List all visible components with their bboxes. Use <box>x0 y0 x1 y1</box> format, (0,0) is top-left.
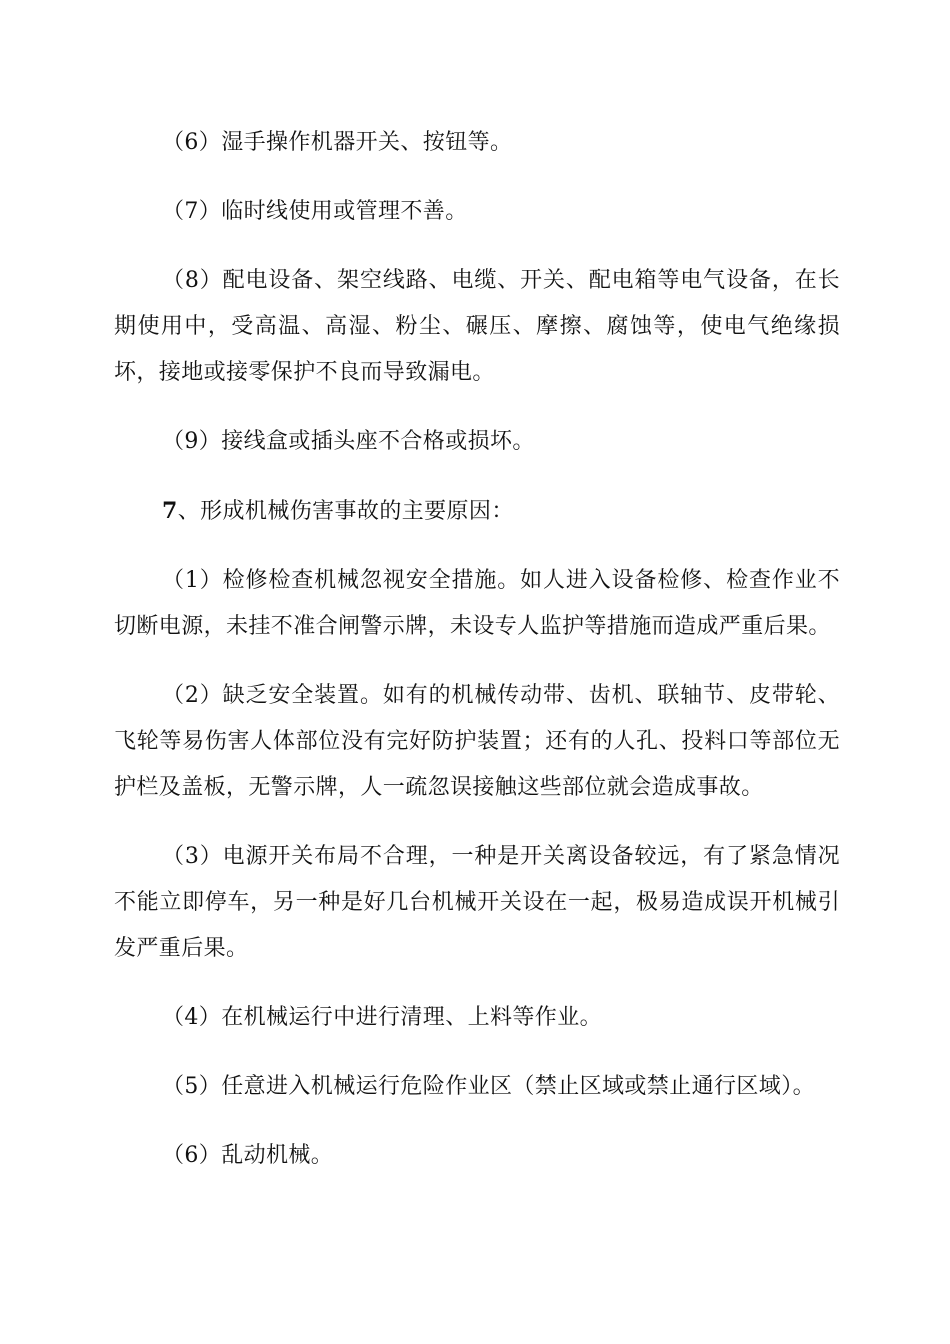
paragraph-electric-cause-9: （9）接线盒或插头座不合格或损坏。 <box>162 429 535 454</box>
paragraph-electric-cause-6: （6）湿手操作机器开关、按钮等。 <box>162 130 513 155</box>
paragraph-mechanical-cause-3: （3）电源开关布局不合理，一种是开关离设备较远，有了紧急情况不能立即停车，另一种是好几台机械开关设在一起，极易造成误开机械引发严重后果。 <box>114 844 840 961</box>
section-heading-text: 、形成机械伤害事故的主要原因： <box>177 499 514 524</box>
paragraph-electric-cause-8: （8）配电设备、架空线路、电缆、开关、配电箱等电气设备，在长期使用中，受高温、高湿、粉尘、碾压、摩擦、腐蚀等，使电气绝缘损坏，接地或接零保护不良而导致漏电。 <box>114 268 840 385</box>
paragraph-mechanical-cause-4: （4）在机械运行中进行清理、上料等作业。 <box>162 1005 602 1030</box>
paragraph-mechanical-cause-5: （5）任意进入机械运行危险作业区（禁止区域或禁止通行区域）。 <box>162 1074 815 1099</box>
paragraph-electric-cause-7: （7）临时线使用或管理不善。 <box>162 199 468 224</box>
paragraph-mechanical-cause-1: （1）检修检查机械忽视安全措施。如人进入设备检修、检查作业不切断电源，未挂不准合闸警示牌，未设专人监护等措施而造成严重后果。 <box>114 568 840 639</box>
section-heading-mechanical-injury <box>114 488 840 535</box>
document-body <box>114 120 840 1179</box>
paragraph-mechanical-cause-6: （6）乱动机械。 <box>162 1143 334 1168</box>
section-number: 7 <box>162 498 178 524</box>
paragraph-mechanical-cause-2: （2）缺乏安全装置。如有的机械传动带、齿机、联轴节、皮带轮、飞轮等易伤害人体部位没有完好防护装置；还有的人孔、投料口等部位无护栏及盖板，无警示牌，人一疏忽误接触这些部位就会造成事故。 <box>114 683 840 800</box>
